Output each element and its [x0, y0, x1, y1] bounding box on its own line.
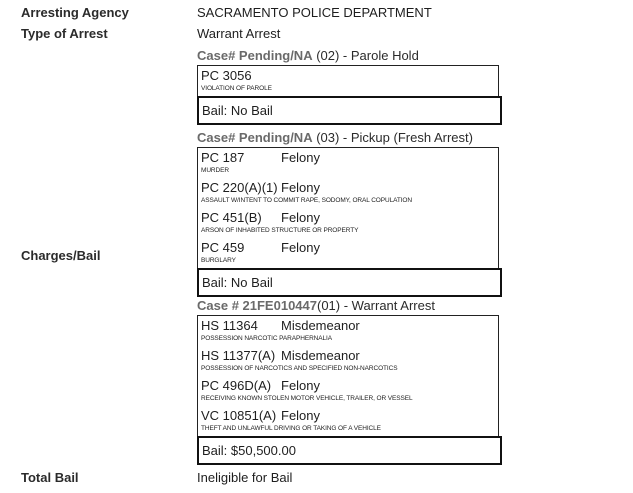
case-number: Case# Pending/NA	[197, 130, 313, 145]
charge-code: PC 3056	[201, 68, 252, 83]
charge-level: Felony	[281, 408, 321, 423]
case-type: (01) - Warrant Arrest	[316, 298, 435, 313]
charge-item	[198, 346, 498, 376]
bail-box: Bail: $50,500.00	[197, 436, 502, 465]
charge-code: PC 459	[201, 240, 245, 255]
total-bail-value: Ineligible for Bail	[197, 470, 293, 485]
charge-description: RECEIVING KNOWN STOLEN MOTOR VEHICLE, TRAILER, OR VESSEL	[201, 395, 413, 402]
charge-description: THEFT AND UNLAWFUL DRIVING OR TAKING OF A VEHICLE	[201, 425, 381, 432]
charge-code: PC 496D(A)	[201, 378, 272, 393]
charge-description: VIOLATION OF PAROLE	[201, 85, 272, 92]
type-of-arrest-label: Type of Arrest	[21, 26, 108, 41]
bail-box: Bail: No Bail	[197, 268, 502, 297]
charge-code: PC 220(A)(1)	[201, 180, 278, 195]
charge-level: Felony	[281, 240, 321, 255]
bail-box: Bail: No Bail	[197, 96, 502, 125]
charge-code: PC 451(B)	[201, 210, 262, 225]
case-type: (02) - Parole Hold	[312, 48, 419, 63]
charge-level: Felony	[281, 378, 321, 393]
charges-list	[197, 315, 499, 438]
charge-description: POSSESSION NARCOTIC PARAPHERNALIA	[201, 335, 332, 342]
charge-item	[198, 208, 498, 238]
charge-description: POSSESSION OF NARCOTICS AND SPECIFIED NON-NARCOTICS	[201, 365, 398, 372]
charge-item	[198, 376, 498, 406]
charges-list	[197, 65, 499, 98]
case-number: Case# Pending/NA	[197, 48, 313, 63]
case-type: (03) - Pickup (Fresh Arrest)	[312, 130, 473, 145]
arresting-agency-label: Arresting Agency	[21, 5, 129, 20]
charges-bail-label: Charges/Bail	[21, 248, 101, 263]
charge-level: Felony	[281, 150, 321, 165]
case-header	[197, 48, 419, 63]
charge-description: ASSAULT W/INTENT TO COMMIT RAPE, SODOMY, ORAL COPULATION	[201, 197, 412, 204]
charge-code: HS 11377(A)	[201, 348, 276, 363]
charge-item	[198, 406, 498, 436]
charge-description: MURDER	[201, 167, 229, 174]
charge-code: VC 10851(A)	[201, 408, 277, 423]
total-bail-label: Total Bail	[21, 470, 79, 485]
charge-description: BURGLARY	[201, 257, 236, 264]
charge-item	[198, 316, 498, 346]
charge-item	[198, 148, 498, 178]
case-number: Case # 21FE010447	[197, 298, 317, 313]
type-of-arrest-value: Warrant Arrest	[197, 26, 281, 41]
case-header	[197, 130, 473, 145]
charge-level: Felony	[281, 180, 321, 195]
charge-item	[198, 66, 498, 96]
arresting-agency-value: SACRAMENTO POLICE DEPARTMENT	[197, 5, 432, 20]
case-header	[197, 298, 435, 313]
charges-list	[197, 147, 499, 269]
charge-level: Misdemeanor	[281, 348, 360, 363]
charge-code: HS 11364	[201, 318, 258, 333]
charge-code: PC 187	[201, 150, 245, 165]
charge-level: Misdemeanor	[281, 318, 360, 333]
charge-item	[198, 178, 498, 208]
charge-level: Felony	[281, 210, 321, 225]
charge-description: ARSON OF INHABITED STRUCTURE OR PROPERTY	[201, 227, 359, 234]
charge-item	[198, 238, 498, 268]
